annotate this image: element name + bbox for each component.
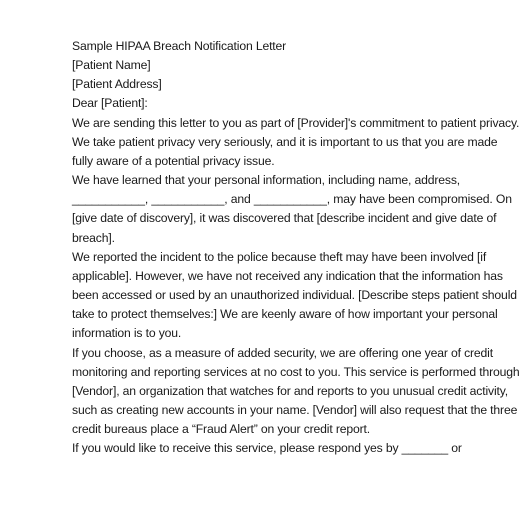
letter-title: Sample HIPAA Breach Notification Letter (72, 39, 287, 53)
body-line: We take patient privacy very seriously, and it is important to us that you are made (72, 134, 498, 149)
body-line: fully aware of a potential privacy issue. (72, 153, 275, 168)
body-line: breach]. (72, 230, 115, 245)
patient-address-placeholder: [Patient Address] (72, 77, 162, 92)
body-line: ___________, ___________, and ___________, may have been compromised. On (72, 192, 512, 207)
body-line: applicable]. However, we have not received any indication that the information has (72, 268, 503, 283)
body-line: been accessed or used by an unauthorized individual. [Describe steps patient should (72, 288, 517, 303)
body-line: If you choose, as a measure of added security, we are offering one year of credit (72, 345, 493, 360)
body-line: monitoring and reporting services at no cost to you. This service is performed through (72, 364, 520, 379)
body-line: credit bureaus place a “Fraud Alert” on your credit report. (72, 422, 371, 437)
body-line: We reported the incident to the police because theft may have been involved [if (72, 249, 487, 264)
patient-name-placeholder: [Patient Name] (72, 58, 151, 73)
body-line: [give date of discovery], it was discovered that [describe incident and give date of (72, 211, 497, 226)
body-line: take to protect themselves:] We are keenly aware of how important your personal (72, 307, 498, 322)
body-line: [Vendor], an organization that watches for and reports to you unusual credit activity, (72, 383, 509, 398)
body-line: information is to you. (72, 326, 182, 341)
salutation: Dear [Patient]: (72, 96, 148, 111)
body-line: such as creating new accounts in your name. [Vendor] will also request that the three (72, 402, 518, 417)
body-line: We have learned that your personal information, including name, address, (72, 173, 461, 188)
body-line: If you would like to receive this service, please respond yes by _______ or (72, 441, 462, 456)
body-line: We are sending this letter to you as part of [Provider]'s commitment to patient privacy. (72, 115, 520, 130)
